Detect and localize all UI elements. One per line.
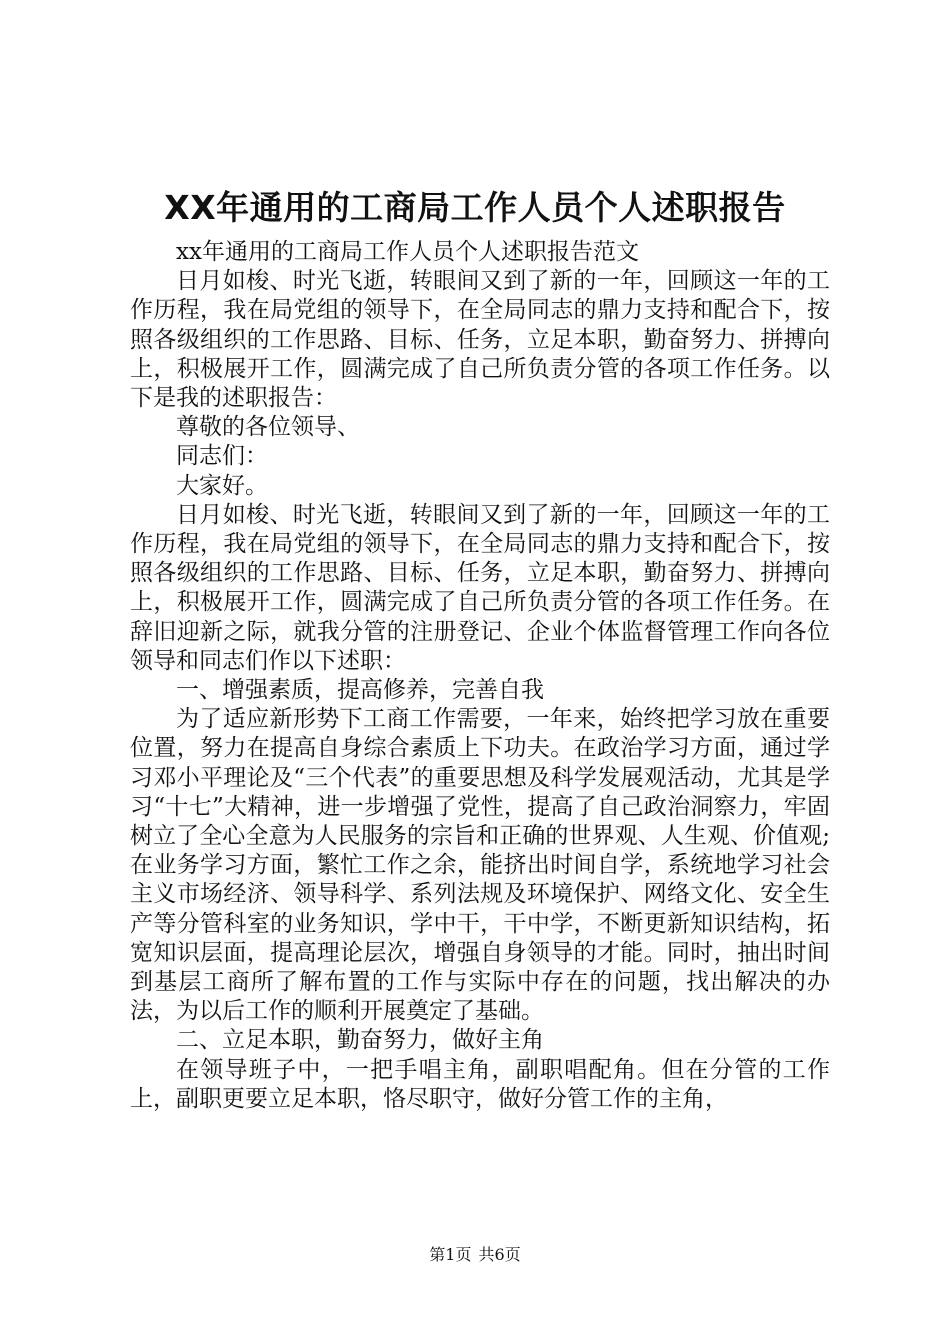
section-heading: 二、立足本职，勤奋努力，做好主角	[176, 1027, 544, 1054]
page-total: 共6页	[478, 1245, 521, 1264]
document-body	[130, 238, 830, 1114]
paragraph-greeting: 大家好。	[176, 472, 268, 499]
page-number: 第1页	[429, 1245, 472, 1264]
paragraph: 为了适应新形势下工商工作需要，一年来，始终把学习放在重要位置，努力在提高自身综合素质上下功夫。在政治学习方面，通过学习邓小平理论及“三个代表”的重要思想及科学发展观活动，尤其是学习“十七”大精神，进一步增强了党性，提高了自己政治洞察力，牢固树立了全心全意为人民服务的宗旨和正确的世界观、人生观、价值观;在业务学习方面，繁忙工作之余，能挤出时间自学，系统地学习社会主义市场经济、领导科学、系列法规及环境保护、网络文化、安全生产等分管科室的业务知识，学中干，干中学，不断更新知识结构，拓宽知识层面，提高理论层次，增强自身领导的才能。同时，抽出时间到基层工商所了解布置的工作与实际中存在的问题，找出解决的办法，为以后工作的顺利开展奠定了基础。	[130, 706, 830, 1025]
section-heading: 一、增强素质，提高修养，完善自我	[176, 677, 544, 704]
paragraph-salutation: 同志们：	[176, 443, 268, 470]
paragraph: 日月如梭、时光飞逝，转眼间又到了新的一年，回顾这一年的工作历程，我在局党组的领导下，在全局同志的鼎力支持和配合下，按照各级组织的工作思路、目标、任务，立足本职，勤奋努力、拼搏向上，积极展开工作，圆满完成了自己所负责分管的各项工作任务。在辞旧迎新之际，就我分管的注册登记、企业个体监督管理工作向各位领导和同志们作以下述职：	[130, 501, 830, 674]
document-title: XX年通用的工商局工作人员个人述职报告	[164, 188, 786, 227]
paragraph: 在领导班子中，一把手唱主角，副职唱配角。但在分管的工作上，副职更要立足本职，恪尽职守，做好分管工作的主角，	[130, 1056, 830, 1112]
paragraph-subtitle: xx年通用的工商局工作人员个人述职报告范文	[176, 239, 639, 265]
paragraph: 日月如梭、时光飞逝，转眼间又到了新的一年，回顾这一年的工作历程，我在局党组的领导下，在全局同志的鼎力支持和配合下，按照各级组织的工作思路、目标、任务，立足本职，勤奋努力、拼搏向上，积极展开工作，圆满完成了自己所负责分管的各项工作任务。以下是我的述职报告：	[130, 268, 830, 412]
paragraph-salutation: 尊敬的各位领导、	[176, 414, 360, 441]
page-footer	[0, 1243, 950, 1267]
